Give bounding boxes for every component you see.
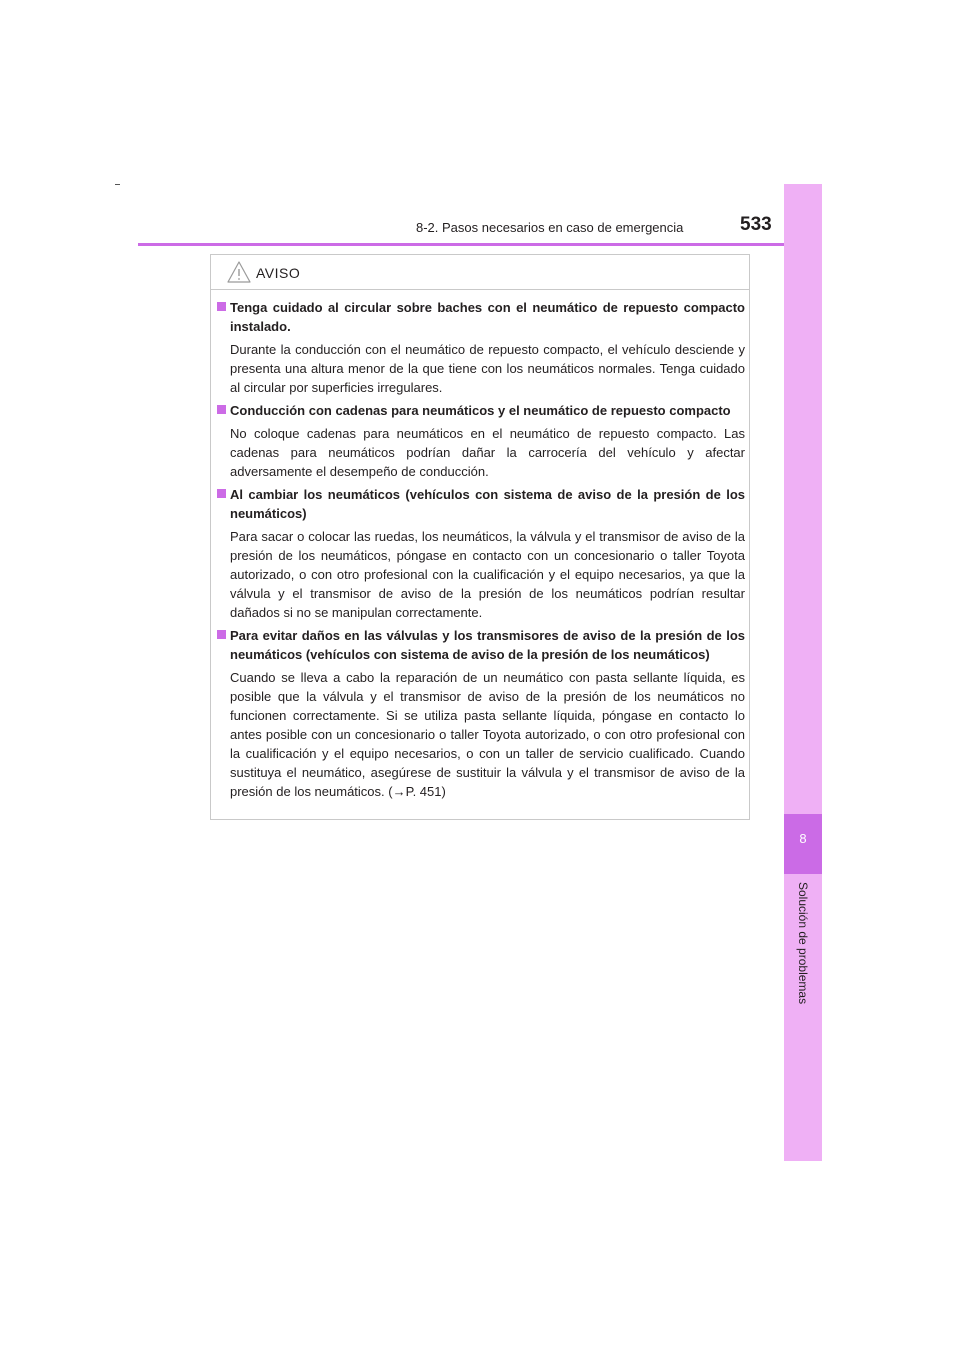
corner-mark	[115, 184, 120, 185]
warning-box	[210, 254, 750, 820]
warning-item	[217, 485, 745, 622]
bullet-square-icon	[217, 405, 226, 414]
page-number: 533	[740, 214, 772, 235]
warning-title: AVISO	[256, 265, 301, 281]
item-body: Para sacar o colocar las ruedas, los neumáticos, la válvula y el transmisor de aviso de la presión de los neumáticos, póngase en contacto con un concesionario o taller Toyota autorizado, o con otro profesional con la cualificación y el equipo necesarios, ya que la válvula y el transmisor de aviso de la presión de los neumáticos podrían resultar dañados si no se manipulan correctamente.	[230, 529, 745, 620]
item-heading: Conducción con cadenas para neumáticos y el neumático de repuesto compacto	[230, 403, 731, 418]
section-header: 8-2. Pasos necesarios en caso de emergencia	[416, 220, 684, 235]
chapter-side-tab	[784, 184, 822, 1161]
chapter-number: 8	[799, 831, 807, 846]
header-rule	[138, 243, 822, 246]
item-body: Durante la conducción con el neumático de repuesto compacto, el vehículo desciende y presenta una altura menor de la que tiene con los neumáticos normales. Tenga cuidado al circular por superficies irregulares.	[230, 342, 745, 395]
chapter-label: Solución de problemas	[796, 882, 810, 1005]
item-heading: Al cambiar los neumáticos (vehículos con sistema de aviso de la presión de los neumáticos)	[230, 487, 745, 521]
bullet-square-icon	[217, 302, 226, 311]
item-heading: Tenga cuidado al circular sobre baches con el neumático de repuesto compacto instalado.	[230, 300, 745, 334]
bullet-square-icon	[217, 489, 226, 498]
warning-item	[217, 298, 745, 397]
item-body: No coloque cadenas para neumáticos en el neumático de repuesto compacto. Las cadenas para neumáticos podrían dañar la carrocería del vehículo y afectar adversamente el desempeño de conducción.	[230, 426, 745, 479]
warning-item	[217, 401, 745, 481]
warning-triangle-icon	[227, 261, 251, 283]
chapter-number-box	[784, 814, 822, 874]
item-heading: Para evitar daños en las válvulas y los transmisores de aviso de la presión de los neumáticos (vehículos con sistema de aviso de la presión de los neumáticos)	[230, 628, 745, 662]
bullet-square-icon	[217, 630, 226, 639]
warning-header	[211, 255, 749, 290]
warning-item	[217, 626, 745, 801]
item-body: Cuando se lleva a cabo la reparación de un neumático con pasta sellante líquida, es posible que la válvula y el transmisor de aviso de la presión de los neumáticos no funcionen correctamente. Si se utiliza pasta sellante líquida, póngase en contacto lo antes posible con un concesionario o taller Toyota autorizado, o con otro profesional con la cualificación y el equipo necesarios, o con un taller de servicio cualificado. Cuando sustituya el neumático, asegúrese de sustituir la válvula y el transmisor de aviso de la presión de los neumáticos. (→P. 451)	[230, 670, 745, 799]
warning-content	[217, 298, 745, 805]
